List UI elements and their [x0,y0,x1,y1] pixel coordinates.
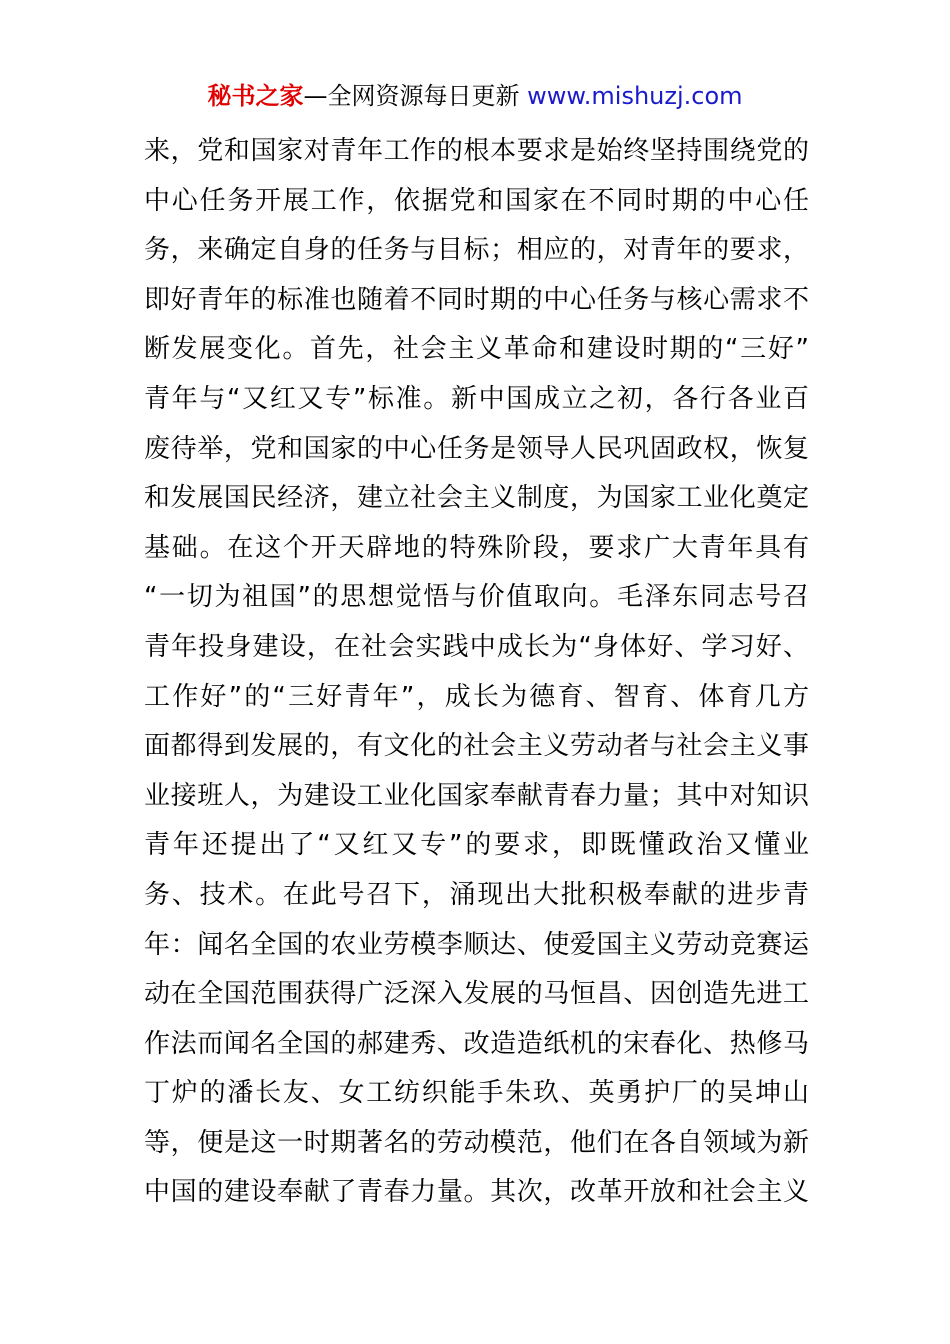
body-line: 青年与“又红又专”标准。新中国成立之初，各行各业百 [144,383,809,414]
body-line: 和发展国民经济，建立社会主义制度，为国家工业化奠定 [144,483,809,514]
body-line: 废待举，党和国家的中心任务是领导人民巩固政权，恢复 [144,433,809,464]
body-line: 即好青年的标准也随着不同时期的中心任务与核心需求不 [144,284,809,315]
body-line: “一切为祖国”的思想觉悟与价值取向。毛泽东同志号召 [144,582,809,613]
site-tagline: —全网资源每日更新 [303,82,520,110]
body-line: 中国的建设奉献了青春力量。其次，改革开放和社会主义 [144,1177,809,1208]
body-line: 基础。在这个开天辟地的特殊阶段，要求广大青年具有 [144,532,809,563]
body-line: 动在全国范围获得广泛深入发展的马恒昌、因创造先进工 [144,979,809,1010]
body-line: 面都得到发展的，有文化的社会主义劳动者与社会主义事 [144,731,809,762]
body-line: 中心任务开展工作，依据党和国家在不同时期的中心任 [144,185,809,216]
body-line: 务，来确定自身的任务与目标；相应的，对青年的要求， [144,235,809,266]
body-line: 业接班人，为建设工业化国家奉献青春力量；其中对知识 [144,780,809,811]
site-url[interactable]: www.mishuzj.com [519,82,743,110]
body-line: 断发展变化。首先，社会主义革命和建设时期的“三好” [144,334,809,365]
body-line: 作法而闻名全国的郝建秀、改造造纸机的宋春化、热修马 [144,1028,809,1059]
body-line: 青年投身建设，在社会实践中成长为“身体好、学习好、 [144,631,809,662]
body-line: 务、技术。在此号召下，涌现出大批积极奉献的进步青 [144,879,809,910]
body-line: 等，便是这一时期著名的劳动模范，他们在各自领域为新 [144,1127,809,1158]
body-line: 青年还提出了“又红又专”的要求，即既懂政治又懂业 [144,830,809,861]
site-header [0,78,950,114]
document-body [144,127,809,1218]
body-line: 年：闻名全国的农业劳模李顺达、使爱国主义劳动竞赛运 [144,929,809,960]
body-line: 来，党和国家对青年工作的根本要求是始终坚持围绕党的 [144,136,809,166]
body-line: 丁炉的潘长友、女工纺织能手朱玖、英勇护厂的吴坤山 [144,1078,809,1109]
body-line: 工作好”的“三好青年”，成长为德育、智育、体育几方 [144,681,809,712]
site-brand: 秘书之家 [207,82,304,110]
